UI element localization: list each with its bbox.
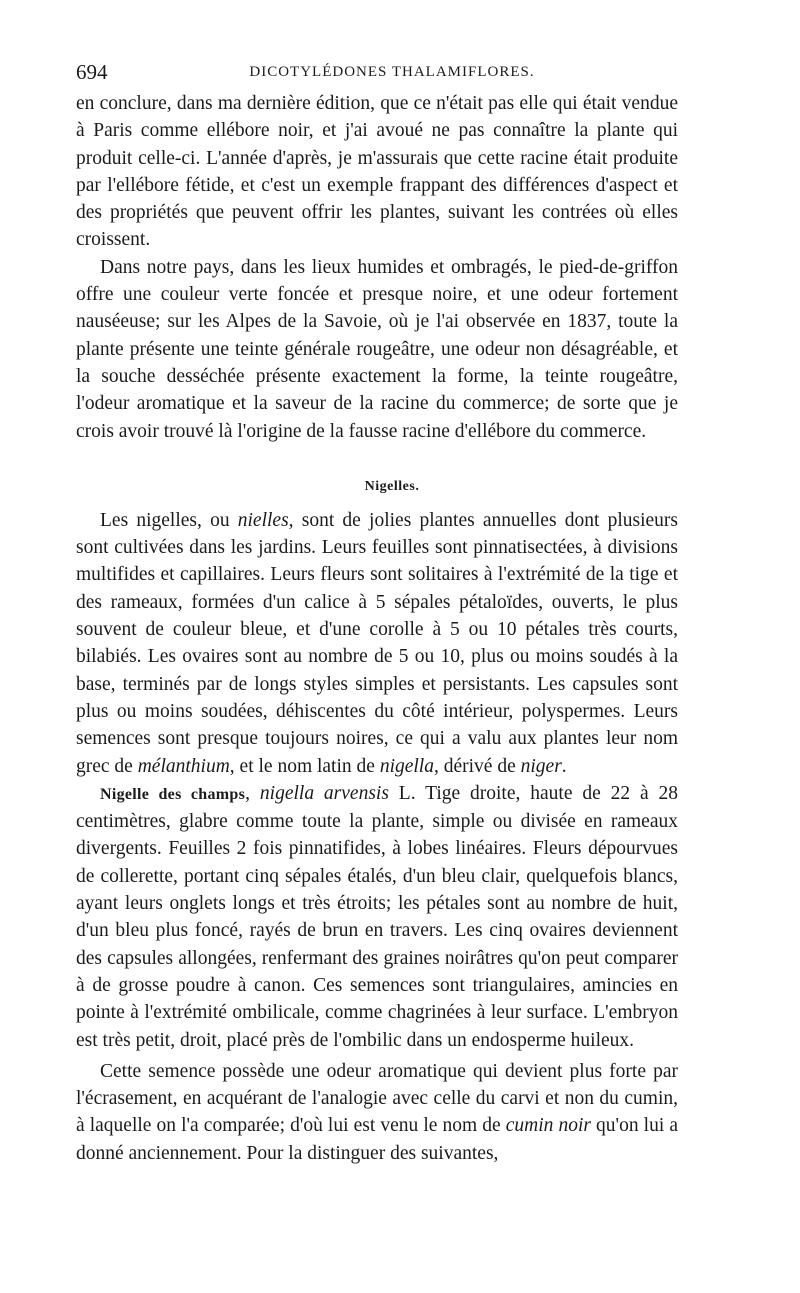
paragraph-nigelles-intro	[76, 507, 678, 780]
text-run: qu'on lui a donné anciennement. Pour la distinguer des suivantes,	[76, 1115, 678, 1164]
paragraph-continued: en conclure, dans ma dernière édition, que ce n'était pas elle qui était vendue à Paris comme ellébore noir, et j'ai avoué ne pas connaître la plante qui produit celle-ci. L'année d'après, je m'assurais que cette racine était produite par l'ellébore fétide, et c'est un exemple frappant des différences d'aspect et des propriétés que peuvent offrir les plantes, suivant les contrées où elles croissent.	[76, 93, 678, 251]
paragraph-nigelle-des-champs	[76, 780, 678, 1054]
paragraph-semence	[76, 1058, 678, 1167]
text-run: , sont de jolies plantes annuelles dont plusieurs sont cultivées dans les jardins. Leurs feuilles sont pinnatisectées, à divisions multifides et capillaires. Leurs fleurs sont solitaires à l'extrémité de la tige et des rameaux, formées d'un calice à 5 sépales pétaloïdes, ouverts, le plus souvent de couleur bleue, et d'une corolle à 5 ou 10 pétales très courts, bilabiés. Les ovaires sont au nombre de 5 ou 10, plus ou moins soudés à la base, terminés par de longs styles simples et persistants. Les capsules sont plus ou moins soudées, déhiscentes du côté intérieur, polyspermes. Leurs semences sont presque toujours noires, ce qui a valu aux plantes leur nom grec de	[76, 509, 678, 777]
running-title: DICOTYLÉDONES THALAMIFLORES.	[249, 64, 535, 80]
section-heading-nigelles: Nigelles.	[364, 478, 420, 494]
book-page	[76, 58, 678, 1167]
text-run: ,	[245, 782, 260, 804]
text-run: , et le nom latin de	[229, 755, 380, 777]
paragraph-pied-de-griffon: Dans notre pays, dans les lieux humides et ombragés, le pied-de-griffon offre une couleur verte foncée et presque noire, et une odeur fortement nauséeuse; sur les Alpes de la Savoie, où je l'ai observée en 1837, toute la plante présente une teinte générale rougeâtre, une odeur non désagréable, et la souche desséchée présente exactement la forme, la teinte rougeâtre, l'odeur aromatique et la saveur de la racine du commerce; de sorte que je crois avoir trouvé là l'origine de la fausse racine d'ellébore du commerce.	[76, 256, 678, 442]
italic-term-niger: niger	[520, 755, 562, 777]
text-run: Cette semence possède une odeur aromatique qui devient plus forte par l'écrasement, en acquérant de l'analogie avec celle du carvi et non du cumin, à laquelle on l'a comparée; d'où lui est venu le nom de	[76, 1060, 678, 1137]
italic-term-nigella: nigella	[379, 755, 434, 777]
italic-term-nielles: nielles	[237, 509, 289, 531]
text-run: .	[561, 755, 567, 777]
text-run: Les nigelles, ou	[100, 509, 238, 531]
italic-term-melanthium: mélanthium	[137, 755, 230, 777]
text-run: L. Tige droite, haute de 22 à 28 centimètres, glabre comme toute la plante, simple ou divisée en rameaux divergents. Feuilles 2 fois pinnatifides, à lobes linéaires. Fleurs dépourvues de collerette, portant cinq sépales étalés, d'un bleu clair, quelquefois blancs, ayant leurs onglets longs et très étroits; les pétales sont au nombre de huit, d'un bleu plus foncé, rayés de brun en travers. Les cinq ovaires deviennent des capsules allongées, renfermant des graines noirâtres qu'on peut comparer à de grosse poudre à canon. Ces semences sont triangulaires, amincies en pointe à l'extrémité ombilicale, comme chagrinées à leur surface. L'embryon est très petit, droit, placé près de l'ombilic dans un endosperme huileux.	[76, 782, 678, 1051]
species-heading: Nigelle des champs	[100, 785, 246, 803]
page-header	[76, 58, 678, 86]
text-run: , dérivé de	[433, 755, 521, 777]
italic-term-cumin-noir: cumin noir	[505, 1115, 591, 1137]
italic-binomial: nigella arvensis	[259, 782, 389, 804]
page-number: 694	[76, 60, 108, 84]
